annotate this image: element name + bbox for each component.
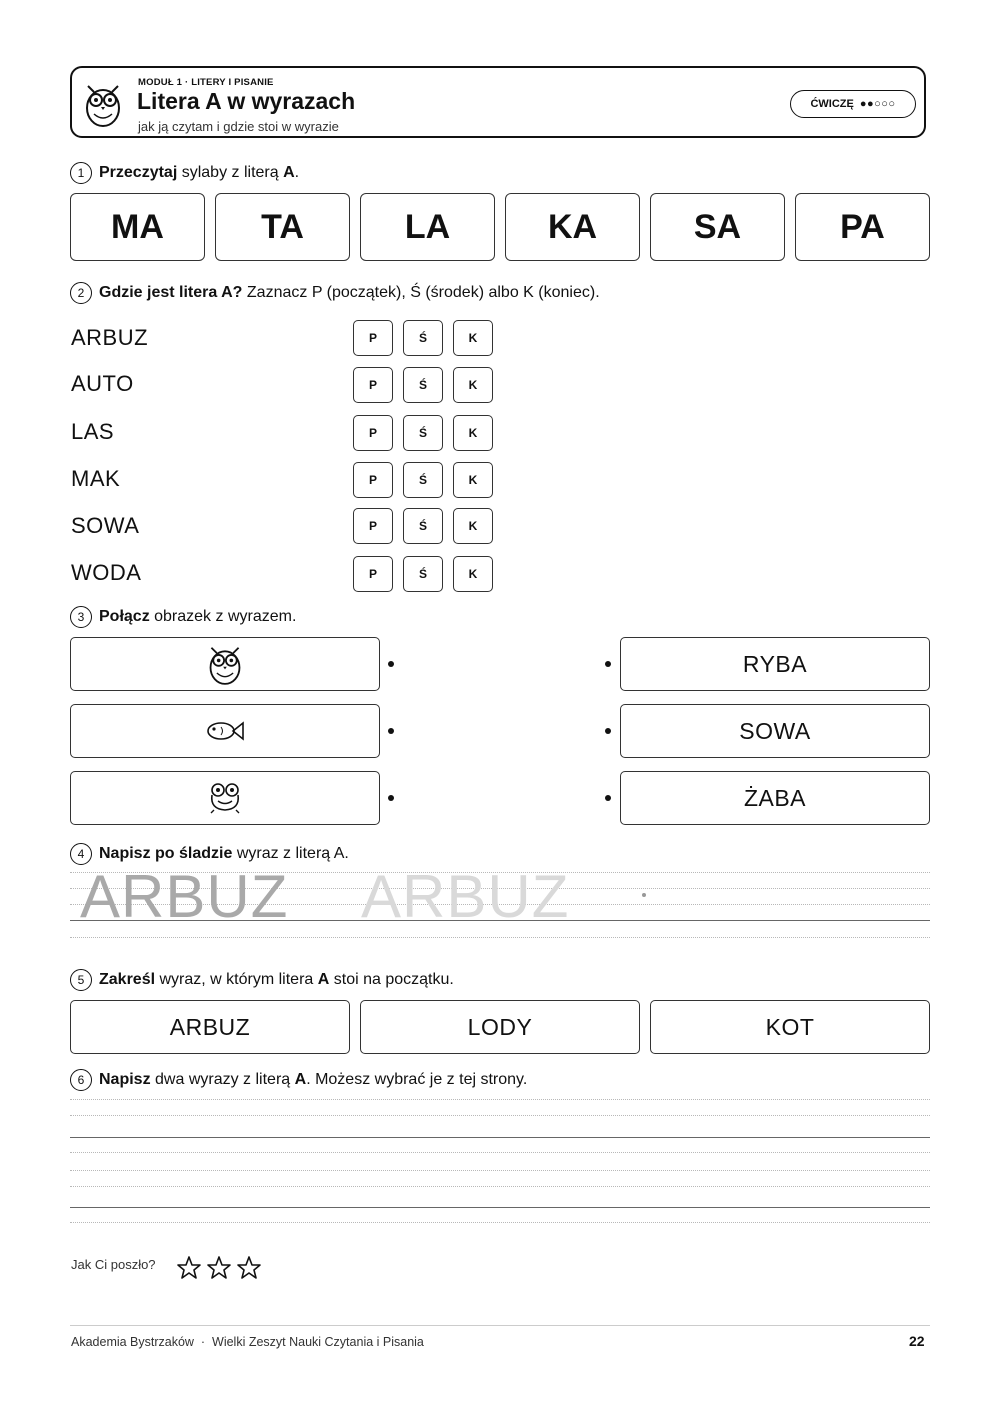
connector-dot-left[interactable] <box>388 728 394 734</box>
task-number: 2 <box>70 282 92 304</box>
position-options <box>353 367 493 403</box>
option-p-box[interactable]: P <box>353 556 393 592</box>
guide-line-dotted <box>70 937 930 938</box>
connector-dot-right[interactable] <box>605 728 611 734</box>
option-p-box[interactable]: P <box>353 320 393 356</box>
choice-word-box[interactable]: LODY <box>360 1000 640 1054</box>
option-k-box[interactable]: K <box>453 367 493 403</box>
option-k-box[interactable]: K <box>453 508 493 544</box>
syllable-card: TA <box>215 193 350 261</box>
base-line[interactable] <box>70 920 930 921</box>
option-k-box[interactable]: K <box>453 556 493 592</box>
trace-word: ARBUZ <box>80 863 289 930</box>
task-number: 4 <box>70 843 92 865</box>
option-p-box[interactable]: P <box>353 415 393 451</box>
task2-word: AUTO <box>71 371 134 396</box>
match-word-box[interactable]: RYBA <box>620 637 930 691</box>
option-s-box[interactable]: Ś <box>403 556 443 592</box>
position-options <box>353 415 493 451</box>
trace-word: ARBUZ <box>361 863 570 930</box>
connector-dot-left[interactable] <box>388 661 394 667</box>
writing-line-1[interactable] <box>70 1137 930 1138</box>
page-title: Litera A w wyrazach <box>137 88 356 114</box>
option-s-box[interactable]: Ś <box>403 367 443 403</box>
trace-start-dot <box>642 893 646 897</box>
footer-publication: Akademia Bystrzaków · Wielki Zeszyt Nauki Czytania i Pisania <box>71 1335 424 1349</box>
option-s-box[interactable]: Ś <box>403 320 443 356</box>
writing-line-2[interactable] <box>70 1207 930 1208</box>
task-number: 5 <box>70 969 92 991</box>
task-number: 6 <box>70 1069 92 1091</box>
task5-instruction: 5 Zakreśl wyraz, w którym litera A stoi na początku. <box>70 969 454 991</box>
position-options <box>353 556 493 592</box>
option-k-box[interactable]: K <box>453 415 493 451</box>
position-options <box>353 508 493 544</box>
option-p-box[interactable]: P <box>353 508 393 544</box>
task2-instruction: 2 Gdzie jest litera A? Zaznacz P (początek), Ś (środek) albo K (koniec). <box>70 282 600 304</box>
star-icon[interactable] <box>176 1255 202 1281</box>
task2-word: LAS <box>71 419 115 444</box>
syllable-card: KA <box>505 193 640 261</box>
picture-box-owl[interactable] <box>70 637 380 691</box>
syllable-card: SA <box>650 193 785 261</box>
star-icon[interactable] <box>236 1255 262 1281</box>
owl-icon <box>206 642 244 686</box>
option-p-box[interactable]: P <box>353 462 393 498</box>
level-dots: ●●○○○ <box>859 98 896 110</box>
connector-dot-right[interactable] <box>605 795 611 801</box>
position-options <box>353 320 493 356</box>
guide-line-dotted <box>70 1099 930 1100</box>
task3-instruction: 3 Połącz obrazek z wyrazem. <box>70 606 296 628</box>
match-word-box[interactable]: SOWA <box>620 704 930 758</box>
task4-instruction: 4 Napisz po śladzie wyraz z literą A. <box>70 843 349 865</box>
picture-box-frog[interactable] <box>70 771 380 825</box>
syllable-card: MA <box>70 193 205 261</box>
connector-dot-left[interactable] <box>388 795 394 801</box>
task1-instruction: 1 Przeczytaj sylaby z literą A. <box>70 162 299 184</box>
task6-instruction: 6 Napisz dwa wyrazy z literą A. Możesz wybrać je z tej strony. <box>70 1069 527 1091</box>
task2-word: MAK <box>71 466 121 491</box>
footer-divider <box>70 1325 930 1326</box>
picture-box-fish[interactable] <box>70 704 380 758</box>
task2-word: ARBUZ <box>71 325 149 350</box>
badge-label: ĆWICZĘ <box>810 98 854 110</box>
syllable-card: LA <box>360 193 495 261</box>
option-k-box[interactable]: K <box>453 462 493 498</box>
rating-stars <box>176 1255 262 1281</box>
guide-line-dotted <box>70 1186 930 1187</box>
fish-icon <box>205 719 245 743</box>
star-icon[interactable] <box>206 1255 232 1281</box>
option-k-box[interactable]: K <box>453 320 493 356</box>
task2-word: WODA <box>71 560 142 585</box>
guide-line-dotted <box>70 1170 930 1171</box>
rating-label: Jak Ci poszło? <box>71 1257 156 1272</box>
guide-line-dotted <box>70 1222 930 1223</box>
guide-line-dotted <box>70 1152 930 1153</box>
page-subtitle: jak ją czytam i gdzie stoi w wyrazie <box>138 119 339 134</box>
option-s-box[interactable]: Ś <box>403 462 443 498</box>
module-label: MODUŁ 1 · LITERY I PISANIE <box>138 77 274 88</box>
option-s-box[interactable]: Ś <box>403 415 443 451</box>
page-number: 22 <box>909 1333 925 1349</box>
position-options <box>353 462 493 498</box>
guide-line-dotted <box>70 1115 930 1116</box>
frog-icon <box>207 781 243 815</box>
choice-word-box[interactable]: KOT <box>650 1000 930 1054</box>
connector-dot-right[interactable] <box>605 661 611 667</box>
level-badge <box>790 90 916 118</box>
owl-icon <box>82 80 124 128</box>
syllable-row <box>70 193 930 261</box>
task2-word: SOWA <box>71 513 140 538</box>
syllable-card: PA <box>795 193 930 261</box>
choice-word-box[interactable]: ARBUZ <box>70 1000 350 1054</box>
task-number: 3 <box>70 606 92 628</box>
option-s-box[interactable]: Ś <box>403 508 443 544</box>
option-p-box[interactable]: P <box>353 367 393 403</box>
task-number: 1 <box>70 162 92 184</box>
match-word-box[interactable]: ŻABA <box>620 771 930 825</box>
